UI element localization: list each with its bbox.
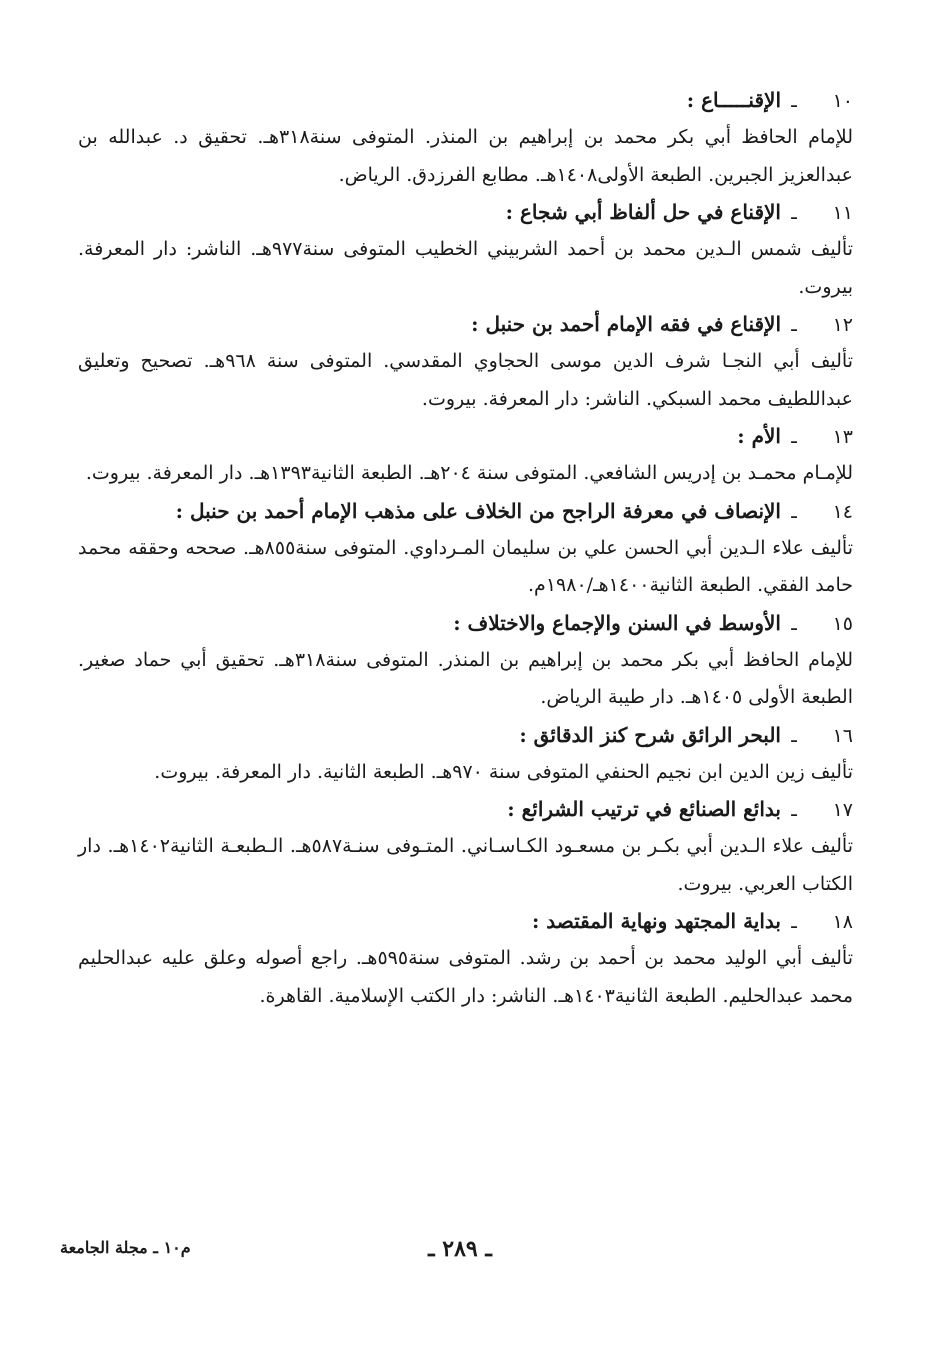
entry-number: ١٤ bbox=[832, 500, 853, 523]
bibliography-entry bbox=[78, 418, 853, 493]
entry-title: الأم : bbox=[737, 424, 781, 448]
bibliography-entry bbox=[78, 306, 853, 418]
entry-number: ١٥ bbox=[832, 612, 853, 635]
entry-title: الإنصاف في معرفة الراجح من الخلاف على مذهب الإمام أحمد بن حنبل : bbox=[175, 498, 781, 523]
bibliography-entry bbox=[78, 791, 853, 903]
entry-title: بدائع الصنائع في ترتيب الشرائع : bbox=[507, 797, 781, 821]
entry-number: ١٢ bbox=[832, 314, 853, 336]
entry-heading bbox=[78, 717, 853, 754]
bibliography-entry bbox=[78, 717, 853, 792]
entry-number: ١٧ bbox=[832, 799, 853, 821]
entry-body: تأليف زين الدين ابن نجيم الحنفي المتوفى سنة ٩٧٠هـ. الطبعة الثانية. دار المعرفة. بيروت. bbox=[154, 760, 853, 783]
entry-body: تأليف علاء الـدين أبي بكـر بن مسعـود الكـاسـاني. المتـوفى سنـة٥٨٧هـ. الـطبعـة الثانية١٤٠٢هـ. دار الكتاب العربي. بيروت. bbox=[78, 835, 853, 895]
bibliography-list bbox=[78, 82, 853, 1015]
entry-body: تأليف علاء الـدين أبي الحسن علي بن سليمان المـرداوي. المتوفى سنة٨٥٥هـ. صححه وحققه محمد حامد الفقي. الطبعة الثانية١٤٠٠هـ/١٩٨٠م. bbox=[78, 536, 853, 596]
entry-number: ١٦ bbox=[832, 724, 853, 747]
entry-body: تأليف أبي النجـا شرف الدين موسى الحجاوي المقدسي. المتوفى سنة ٩٦٨هـ. تصحيح وتعليق عبداللطيف محمد السبكي. الناشر: دار المعرفة. بيروت. bbox=[78, 350, 853, 410]
entry-title: بداية المجتهد ونهاية المقتصد : bbox=[531, 909, 781, 933]
entry-number: ١٠ bbox=[832, 90, 853, 112]
entry-heading bbox=[78, 194, 853, 231]
entry-title: البحر الرائق شرح كنز الدقائق : bbox=[519, 722, 781, 747]
entry-title: الإقنـــــاع : bbox=[686, 88, 781, 112]
entry-dash: ـ bbox=[791, 90, 797, 112]
bibliography-entry bbox=[78, 82, 853, 194]
bibliography-entry bbox=[78, 605, 853, 717]
entry-body: للإمـام محمـد بن إدريس الشافعي. المتوفى سنة ٢٠٤هـ. الطبعة الثانية١٣٩٣هـ. دار المعرفة. بيروت. bbox=[85, 462, 853, 484]
entry-dash: ـ bbox=[791, 799, 797, 821]
entry-heading bbox=[78, 82, 853, 119]
entry-dash: ـ bbox=[791, 612, 797, 635]
entry-heading bbox=[78, 418, 853, 455]
entry-title: الإقناع في فقه الإمام أحمد بن حنبل : bbox=[471, 312, 781, 336]
entry-dash: ـ bbox=[791, 724, 797, 747]
entry-heading bbox=[78, 493, 853, 530]
page-number: ـ ٢٨٩ ـ bbox=[428, 1236, 492, 1262]
entry-number: ١١ bbox=[832, 202, 853, 224]
bibliography-entry bbox=[78, 194, 853, 306]
entry-heading bbox=[78, 306, 853, 343]
entry-body: للإمام الحافظ أبي بكر محمد بن إبراهيم بن المنذر. المتوفى سنة٣١٨هـ. تحقيق أبي حماد صغير. الطبعة الأولى ١٤٠٥هـ. دار طيبة الرياض. bbox=[78, 648, 854, 708]
entry-body: للإمام الحافظ أبي بكر محمد بن إبراهيم بن المنذر. المتوفى سنة٣١٨هـ. تحقيق د. عبدالله بن عبدالعزيز الجبرين. الطبعة الأولى١٤٠٨هـ. مطابع الفرزدق. الرياض. bbox=[78, 126, 853, 186]
bibliography-entry bbox=[78, 903, 853, 1015]
entry-heading bbox=[78, 791, 853, 828]
entry-body: تأليف شمس الـدين محمد بن أحمد الشربيني الخطيب المتوفى سنة٩٧٧هـ. الناشر: دار المعرفة. بيروت. bbox=[78, 238, 853, 298]
entry-dash: ـ bbox=[791, 314, 797, 336]
entry-number: ١٣ bbox=[832, 426, 853, 448]
entry-body: تأليف أبي الوليد محمد بن أحمد بن رشد. المتوفى سنة٥٩٥هـ. راجع أصوله وعلق عليه عبدالحليم محمد عبدالحليم. الطبعة الثانية١٤٠٣هـ. الناشر: دار الكتب الإسلامية. القاهرة. bbox=[78, 947, 853, 1007]
entry-title: الأوسط في السنن والإجماع والاختلاف : bbox=[453, 610, 781, 635]
entry-heading bbox=[78, 605, 853, 642]
bibliography-entry bbox=[78, 493, 853, 605]
entry-dash: ـ bbox=[791, 911, 797, 933]
entry-number: ١٨ bbox=[832, 911, 853, 933]
entry-title: الإقناع في حل ألفاظ أبي شجاع : bbox=[505, 200, 781, 224]
entry-dash: ـ bbox=[791, 202, 797, 224]
entry-dash: ـ bbox=[791, 500, 797, 523]
journal-footer: م١٠ ـ مجلة الجامعة bbox=[60, 1238, 191, 1257]
entry-dash: ـ bbox=[791, 426, 797, 448]
entry-heading bbox=[78, 903, 853, 940]
